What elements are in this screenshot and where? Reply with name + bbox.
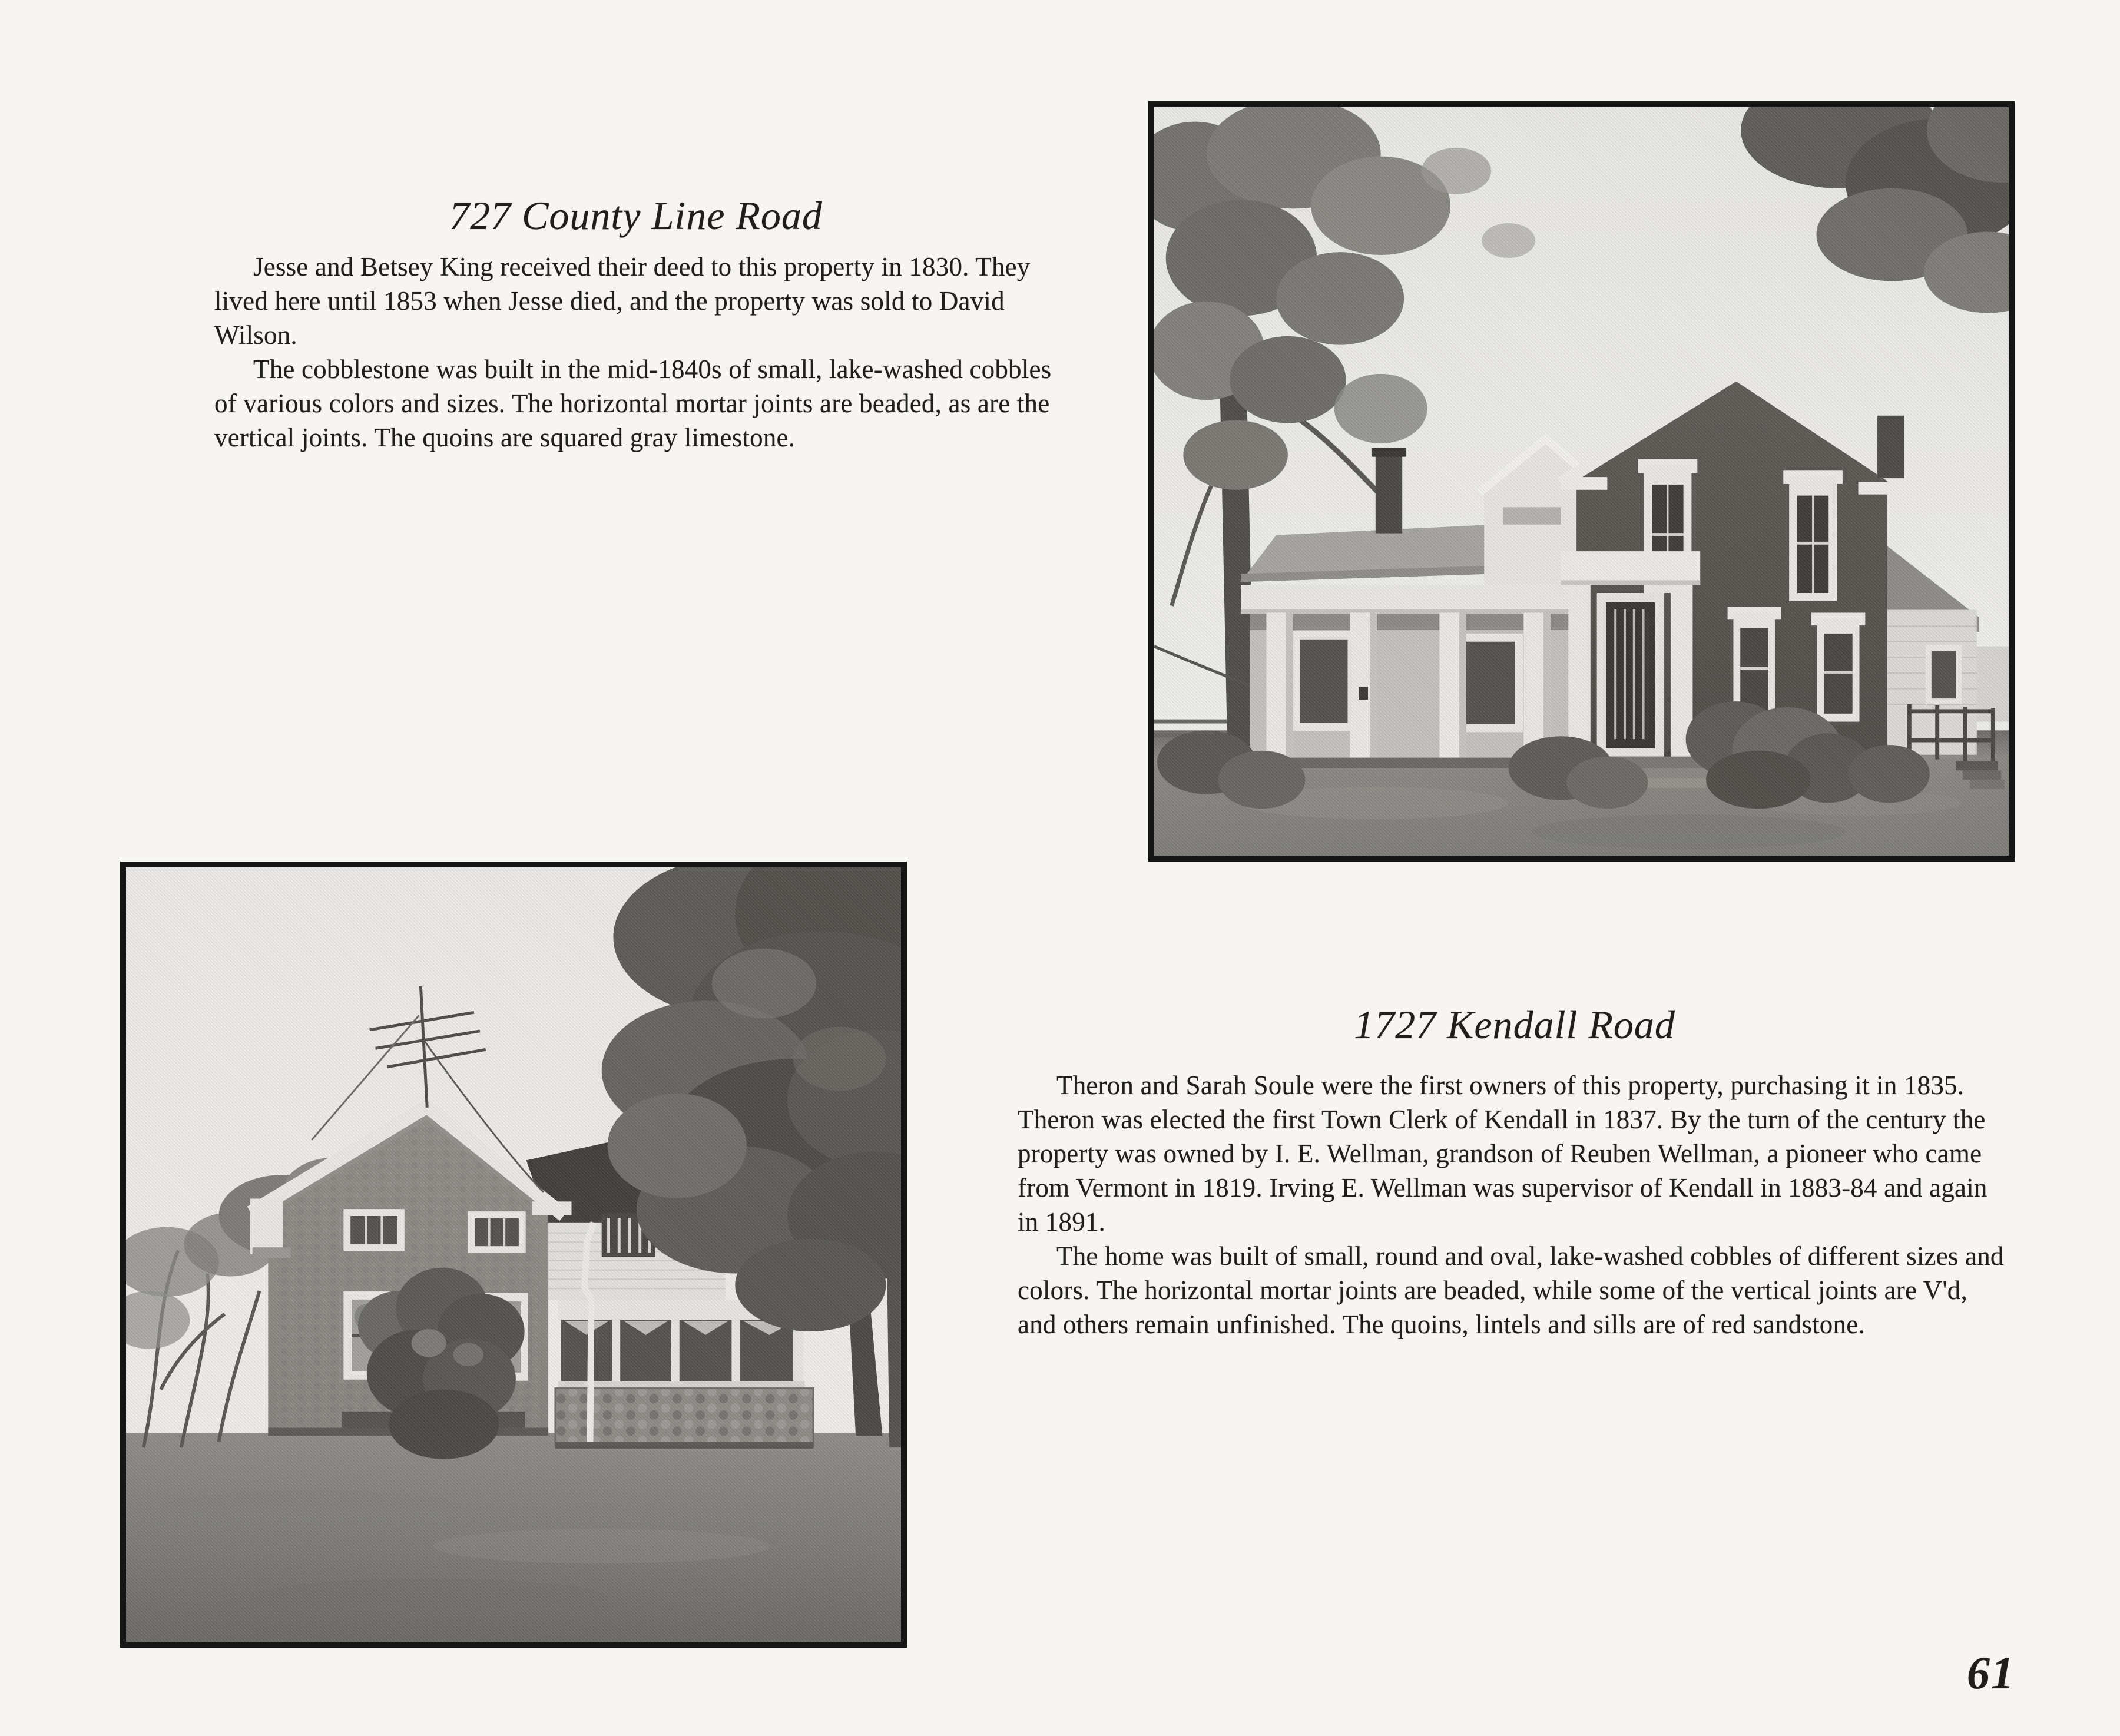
photo-1727-kendall-road [120, 862, 907, 1648]
section-text-1727-kendall-road [1018, 1068, 2010, 1341]
photo-727-county-line-road [1148, 101, 2015, 862]
paragraph: Theron and Sarah Soule were the first owners of this property, purchasing it in 1835. Theron was elected the first Town Clerk of Kendall in 1837. By the turn of the century the property was owned by I. E. Wellman, grandson of Reuben Wellman, a pioneer who came from Vermont in 1819. Irving E. Wellman was supervisor of Kendall in 1883-84 and again in 1891. [1018, 1071, 1988, 1237]
paragraph: The cobblestone was built in the mid-1840s of small, lake-washed cobbles of various colors and sizes. The horizontal mortar joints are beaded, as are the vertical joints. The quoins are squared gray limestone. [214, 355, 1052, 452]
section-text-727-county-line-road [214, 250, 1059, 455]
photo-727-illustration [1154, 107, 2009, 856]
section-heading-727-county-line-road: 727 County Line Road [449, 193, 823, 238]
paragraph: Jesse and Betsey King received their deed to this property in 1830. They lived here until 1853 when Jesse died, and the property was sold to David Wilson. [214, 252, 1031, 350]
page-number: 61 [1967, 1647, 2015, 1698]
section-heading-1727-kendall-road: 1727 Kendall Road [1354, 1002, 1675, 1047]
photo-1727-illustration [126, 867, 901, 1642]
paragraph: The home was built of small, round and oval, lake-washed cobbles of different sizes and colors. The horizontal mortar joints are beaded, while some of the vertical joints are V'd, and others remain unfinished. The quoins, lintels and sills are of red sandstone. [1018, 1241, 2004, 1339]
